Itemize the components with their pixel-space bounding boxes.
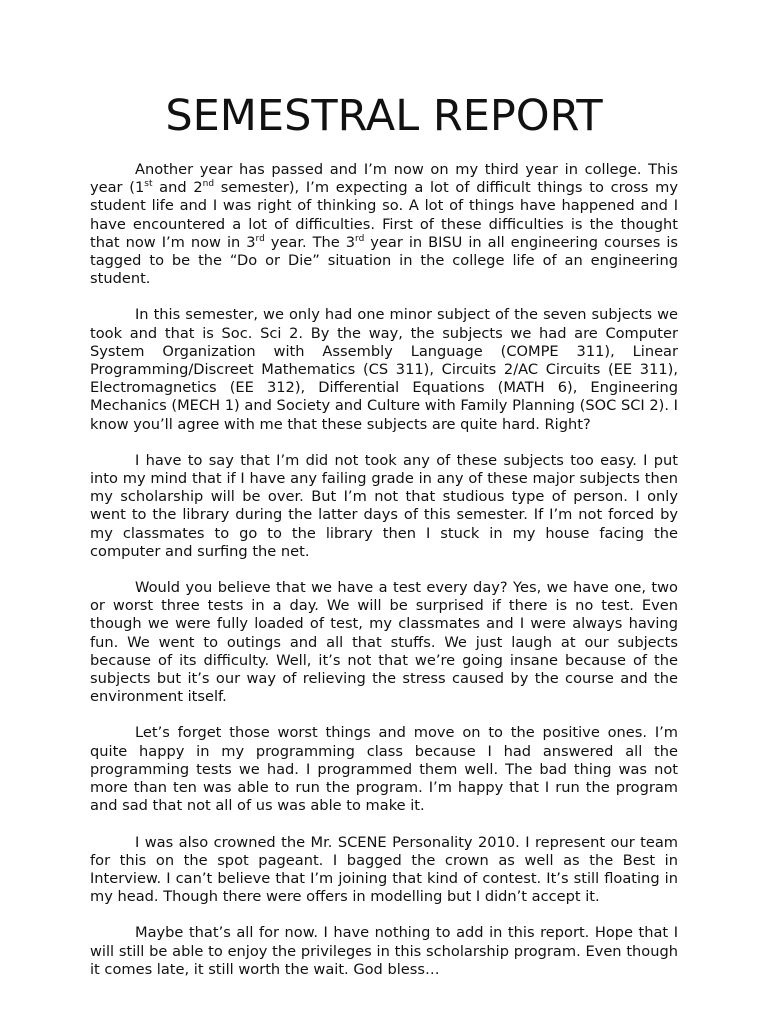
p1-sup-rd-2: rd [355,233,365,244]
p1-sup-st: st [144,179,153,190]
report-body [90,161,678,997]
p1-text-b: and 2 [152,179,203,197]
p1-text-e: year in BISU in all engineering courses is tagged to be the “Do or Die” situation in the college life of an engineering student. [90,233,678,288]
p1-sup-rd-1: rd [255,233,265,244]
paragraph-3: I have to say that I’m did not took any of these subjects too easy. I put into my mind that if I have any failing grade in any of these major subjects then my scholarship will be over. But I’m not that studious type of person. I only went to the library during the latter days of this semester. If I’m not forced by my classmates to go to the library then I stuck in my house facing the computer and surfing the net. [90,451,678,560]
paragraph-1 [90,161,678,288]
p1-text-d: year. The 3 [264,233,356,251]
paragraph-7: Maybe that’s all for now. I have nothing to add in this report. Hope that I will still be able to enjoy the privileges in this scholarship program. Even though it comes late, it still worth the wait. God bless… [90,924,678,978]
paragraph-6: I was also crowned the Mr. SCENE Personality 2010. I represent our team for this on the spot pageant. I bagged the crown as well as the Best in Interview. I can’t believe that I’m joining that kind of contest. It’s still floating in my head. Though there were offers in modelling but I didn’t accept it. [90,833,678,906]
p1-text-a: Another year has passed and I’m now on my third year in college. This year (1 [90,161,678,197]
page-title: SEMESTRAL REPORT [165,91,603,141]
paragraph-2: In this semester, we only had one minor subject of the seven subjects we took and that is Soc. Sci 2. By the way, the subjects we had are Computer System Organization with Assembly Language (COMPE 311), Linear Programming/Discreet Mathematics (CS 311), Circuits 2/AC Circuits (EE 311), Electromagnetics (EE 312), Differential Equations (MATH 6), Engineering Mechanics (MECH 1) and Society and Culture with Family Planning (SOC SCI 2). I know you’ll agree with me that these subjects are quite hard. Right? [90,306,678,433]
p1-sup-nd: nd [202,179,215,190]
paragraph-4: Would you believe that we have a test every day? Yes, we have one, two or worst three tests in a day. We will be surprised if there is no test. Even though we were fully loaded of test, my classmates and I were always having fun. We went to outings and all that stuffs. We just laugh at our subjects because of its difficulty. Well, it’s not that we’re going insane because of the subjects but it’s our way of relieving the stress caused by the course and the environment itself. [90,579,678,706]
paragraph-5: Let’s forget those worst things and move on to the positive ones. I’m quite happy in my programming class because I had answered all the programming tests we had. I programmed them well. The bad thing was not more than ten was able to run the program. I’m happy that I run the program and sad that not all of us was able to make it. [90,724,678,815]
p1-text-c: semester), I’m expecting a lot of difficult things to cross my student life and I was right of thinking so. A lot of things have happened and I have encountered a lot of difficulties. First of these difficulties is the thought that now I’m now in 3 [90,179,678,251]
